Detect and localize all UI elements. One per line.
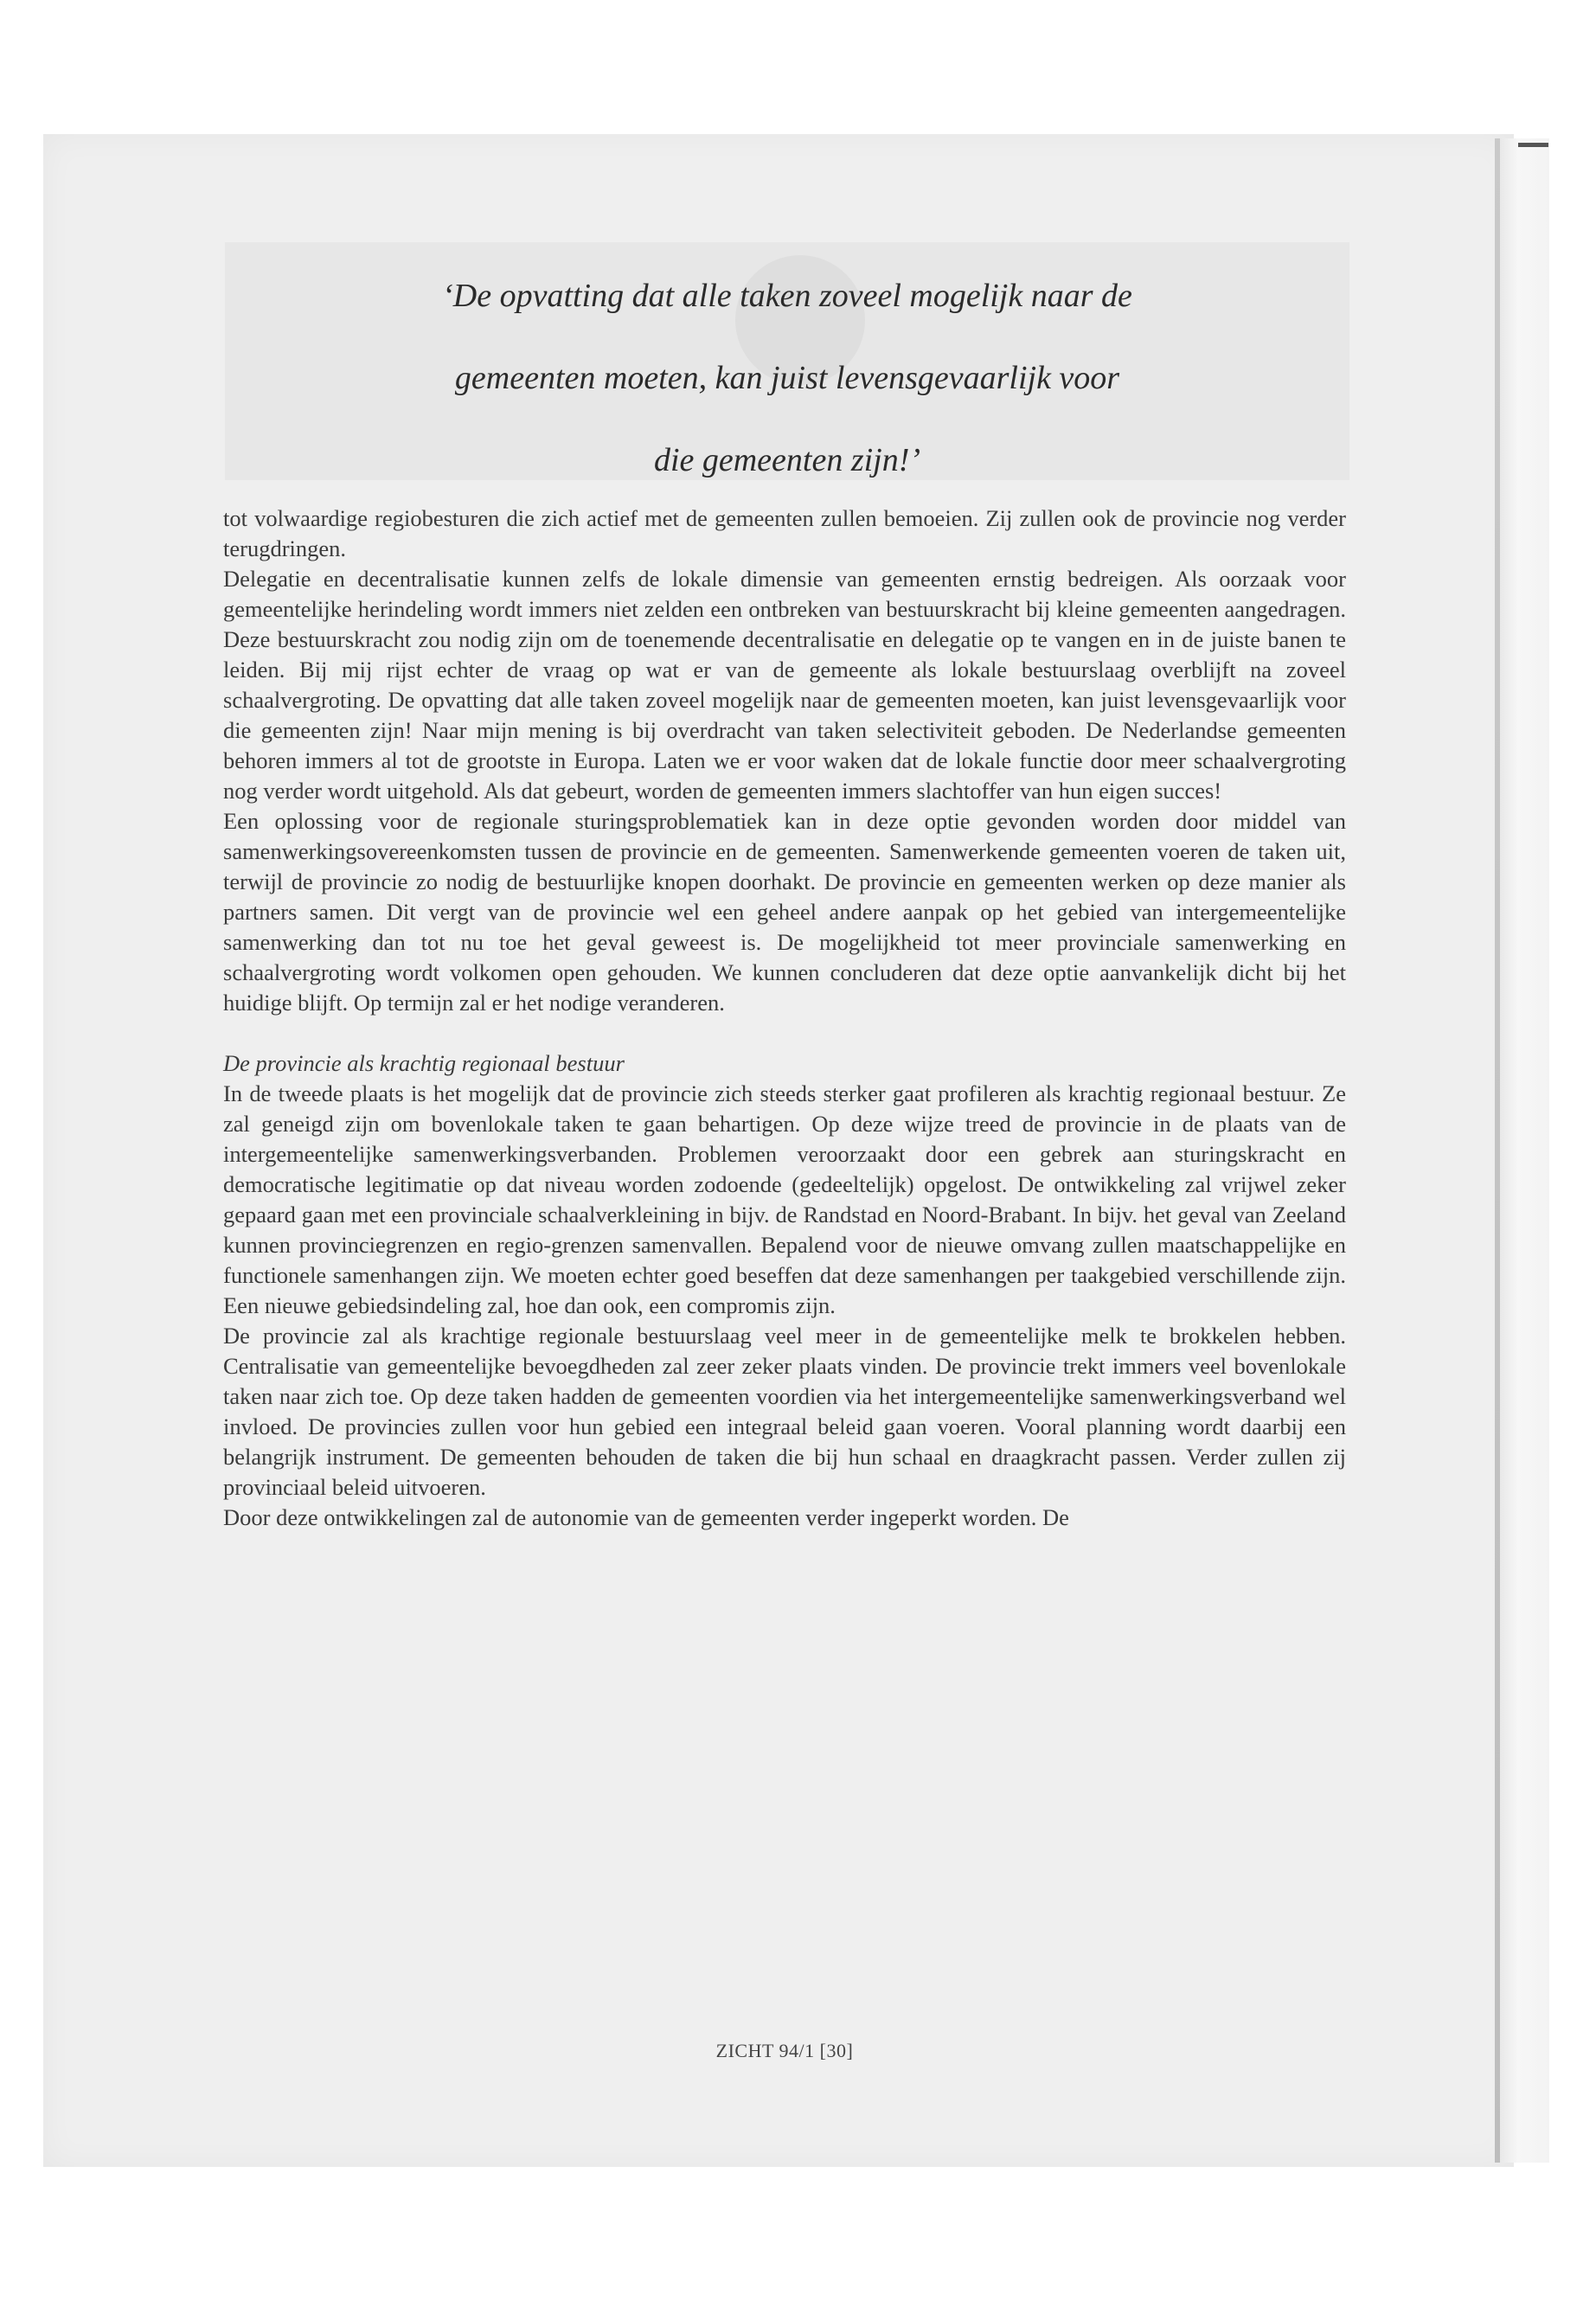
paragraph: De provincie zal als krachtige regionale bestuurslaag veel meer in de gemeentelijke melk te brokkelen hebben. Centralisatie van gemeentelijke bevoegdheden zal zeer zeker plaats vinden. De provincie trekt immers veel bovenlokale taken naar zich toe. Op deze taken hadden de gemeenten voordien via het intergemeentelijke samenwerkingsverband wel invloed. De provincies zullen voor hun gebied een integraal beleid gaan voeren. Vooral planning wordt daarbij een belangrijk instrument. De gemeenten behouden de taken die bij hun schaal en draagkracht passen. Verder zullen zij provinciaal beleid uitvoeren. bbox=[223, 1323, 1346, 1500]
page-edge-shadow bbox=[1495, 138, 1500, 2163]
page-edge bbox=[1497, 138, 1549, 2163]
page-footer: ZICHT 94/1 [30] bbox=[715, 2040, 854, 2061]
article-body bbox=[223, 503, 1346, 1533]
section-subheading: De provincie als krachtig regionaal bestuur bbox=[223, 1050, 625, 1076]
pull-quote-line-3: die gemeenten zijn!’ bbox=[653, 442, 921, 478]
edge-mark bbox=[1518, 143, 1548, 147]
pull-quote-line-1: ‘De opvatting dat alle taken zoveel mogelijk naar de bbox=[442, 278, 1132, 314]
paragraph: In de tweede plaats is het mogelijk dat de provincie zich steeds sterker gaat profileren als krachtig regionaal bestuur. Ze zal geneigd zijn om bovenlokale taken te gaan behartigen. Op deze wijze treed de provincie in de plaats van de intergemeentelijke samenwerkingsverbanden. Problemen veroorzaakt door een gebrek aan sturingskracht en democratische legitimatie op dat niveau worden zodoende (gedeeltelijk) opgelost. De ontwikkeling zal vrijwel zeker gepaard gaan met een provinciale schaalverkleining in bijv. de Randstad en Noord-Brabant. In bijv. het geval van Zeeland kunnen provinciegrenzen en regio-grenzen samenvallen. Bepalend voor de nieuwe omvang zullen maatschappelijke en functionele samenhangen zijn. We moeten echter goed beseffen dat deze samenhangen per taakgebied verschillende zijn. Een nieuwe gebiedsindeling zal, hoe dan ook, een compromis zijn. bbox=[223, 1080, 1346, 1318]
pull-quote-line-2: gemeenten moeten, kan juist levensgevaarlijk voor bbox=[454, 360, 1120, 396]
paragraph: tot volwaardige regiobesturen die zich actief met de gemeenten zullen bemoeien. Zij zullen ook de provincie nog verder terugdringen. bbox=[223, 505, 1346, 561]
paragraph: Door deze ontwikkelingen zal de autonomie van de gemeenten verder ingeperkt worden. De bbox=[223, 1504, 1069, 1530]
paragraph: Een oplossing voor de regionale sturingsproblematiek kan in deze optie gevonden worden door middel van samenwerkingsovereenkomsten tussen de provincie en de gemeenten. Samenwerkende gemeenten voeren de taken uit, terwijl de provincie zo nodig de bestuurlijke knopen doorhakt. De provincie en gemeenten werken op deze manier als partners samen. Dit vergt van de provincie wel een geheel andere aanpak op het gebied van intergemeentelijke samenwerking dan tot nu toe het geval geweest is. De mogelijkheid tot meer provinciale samenwerking en schaalvergroting wordt volkomen open gehouden. We kunnen concluderen dat deze optie aanvankelijk dicht bij het huidige blijft. Op termijn zal er het nodige veranderen. bbox=[223, 808, 1346, 1016]
paragraph: Delegatie en decentralisatie kunnen zelfs de lokale dimensie van gemeenten ernstig bedreigen. Als oorzaak voor gemeentelijke herindeling wordt immers niet zelden een ontbreken van bestuurskracht bij kleine gemeenten aangedragen. Deze bestuurskracht zou nodig zijn om de toenemende decentralisatie en delegatie op te vangen en in de juiste banen te leiden. Bij mij rijst echter de vraag op wat er van de gemeente als lokale bestuurslaag overblijft na zoveel schaalvergroting. De opvatting dat alle taken zoveel mogelijk naar de gemeenten moeten, kan juist levensgevaarlijk voor die gemeenten zijn! Naar mijn mening is bij overdracht van taken selectiviteit geboden. De Nederlandse gemeenten behoren immers al tot de grootste in Europa. Laten we er voor waken dat de lokale functie door meer schaalvergroting nog verder wordt uitgehold. Als dat gebeurt, worden de gemeenten immers slachtoffer van hun eigen succes! bbox=[223, 566, 1346, 804]
pull-quote bbox=[225, 255, 1349, 502]
